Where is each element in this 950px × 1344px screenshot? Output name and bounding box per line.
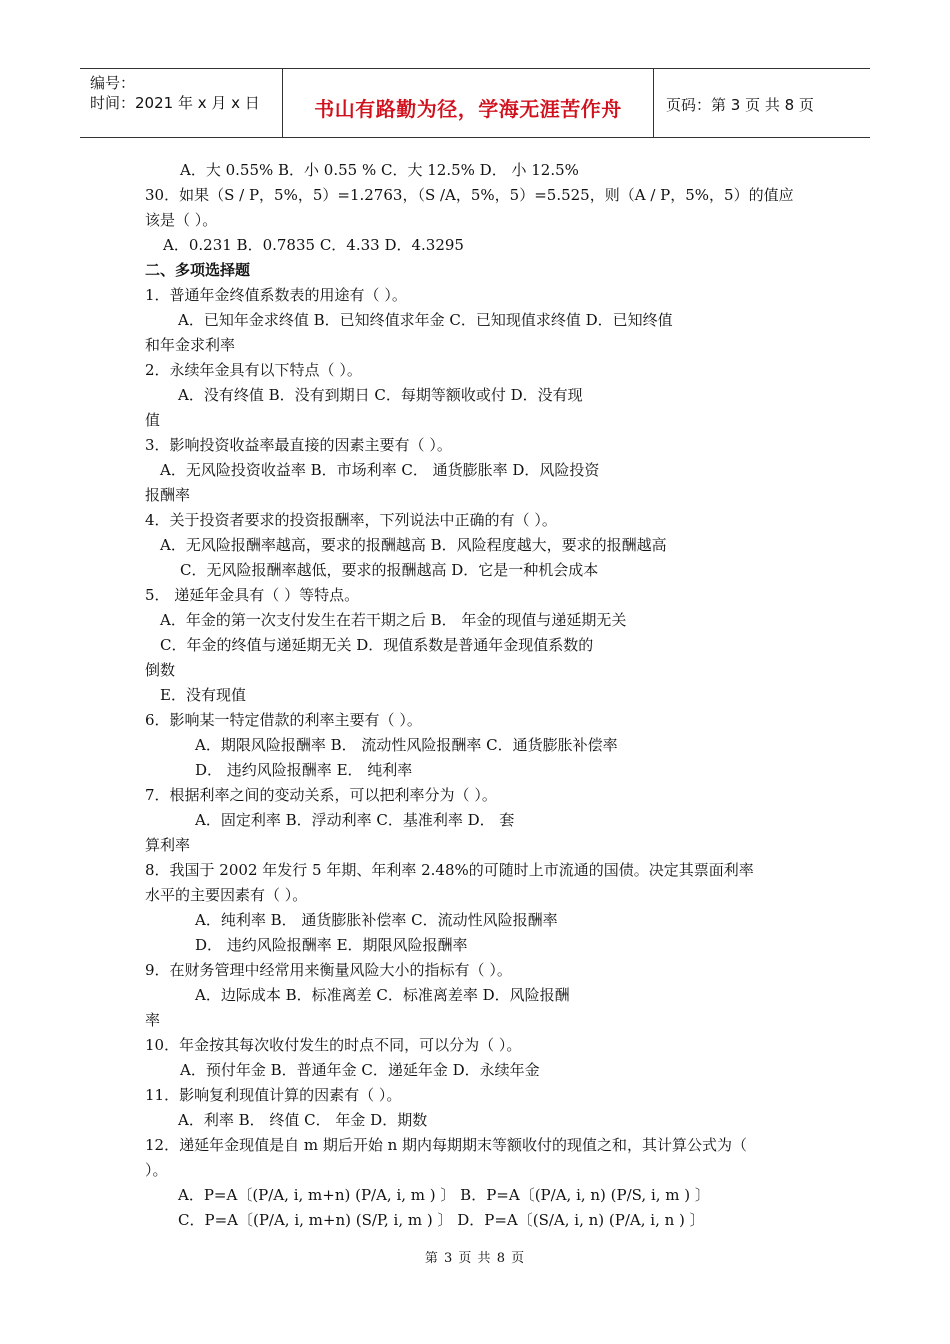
document-number-label: 编号： xyxy=(90,74,136,92)
mc-question-5-options-ab: A．年金的第一次支付发生在若干期之后 B． 年金的现值与递延期无关 xyxy=(160,611,627,629)
mc-question-8-options-abc: A．纯利率 B． 通货膨胀补偿率 C．流动性风险报酬率 xyxy=(195,911,558,929)
header-motto-cell xyxy=(283,69,654,137)
mc-question-4-options-cd: C．无风险报酬率越低，要求的报酬越高 D．它是一种机会成本 xyxy=(180,561,599,579)
mc-question-2: 2．永续年金具有以下特点（ ）。 xyxy=(145,361,362,379)
mc-question-5-options-cd: C．年金的终值与递延期无关 D．现值系数是普通年金现值系数的 xyxy=(160,636,594,654)
header-meta-cell xyxy=(80,69,283,137)
mc-question-7-options: A．固定利率 B．浮动利率 C．基准利率 D． 套 xyxy=(195,811,515,829)
mc-question-12-cont: ）。 xyxy=(145,1161,168,1179)
mc-question-9-options-cont: 率 xyxy=(145,1011,161,1029)
section-heading-multiple-choice: 二、多项选择题 xyxy=(145,261,251,279)
question-30-text-cont: 该是（ ）。 xyxy=(145,211,218,229)
question-29-options: A．大 0.55% B．小 0.55 % C．大 12.5% D． 小 12.5% xyxy=(180,161,579,179)
mc-question-9-options: A．边际成本 B．标准离差 C．标准离差率 D．风险报酬 xyxy=(195,986,570,1004)
mc-question-3-options: A．无风险投资收益率 B．市场利率 C． 通货膨胀率 D．风险投资 xyxy=(160,461,600,479)
mc-question-11: 11．影响复利现值计算的因素有（ ）。 xyxy=(145,1086,402,1104)
mc-question-6-options-abc: A．期限风险报酬率 B． 流动性风险报酬率 C．通货膨胀补偿率 xyxy=(195,736,618,754)
mc-question-5: 5． 递延年金具有（ ）等特点。 xyxy=(145,586,360,604)
mc-question-1-options: A．已知年金求终值 B．已知终值求年金 C．已知现值求终值 D．已知终值 xyxy=(178,311,673,329)
mc-question-8-cont: 水平的主要因素有（ ）。 xyxy=(145,886,308,904)
header-motto: 书山有路勤为径，学海无涯苦作舟 xyxy=(314,97,622,121)
mc-question-4: 4．关于投资者要求的投资报酬率，下列说法中正确的有（ ）。 xyxy=(145,511,557,529)
mc-question-1: 1．普通年金终值系数表的用途有（ ）。 xyxy=(145,286,407,304)
document-date-label: 时间：2021 年 x 月 x 日 xyxy=(90,94,260,112)
mc-question-3: 3．影响投资收益率最直接的因素主要有（ ）。 xyxy=(145,436,452,454)
mc-question-10-options: A．预付年金 B．普通年金 C．递延年金 D．永续年金 xyxy=(180,1061,540,1079)
mc-question-2-options-cont: 值 xyxy=(145,411,161,429)
mc-question-1-options-cont: 和年金求利率 xyxy=(145,336,236,354)
mc-question-5-options-cont: 倒数 xyxy=(145,661,176,679)
mc-question-7: 7．根据利率之间的变动关系，可以把利率分为（ ）。 xyxy=(145,786,497,804)
header-page-cell xyxy=(654,69,870,137)
page-footer: 第 3 页 共 8 页 xyxy=(424,1251,526,1266)
mc-question-8-options-de: D． 违约风险报酬率 E．期限风险报酬率 xyxy=(195,936,468,954)
mc-question-4-options-ab: A．无风险报酬率越高，要求的报酬越高 B．风险程度越大，要求的报酬越高 xyxy=(160,536,667,554)
header-page-info: 页码：第 3 页 共 8 页 xyxy=(666,96,814,114)
mc-question-10: 10．年金按其每次收付发生的时点不同，可以分为（ ）。 xyxy=(145,1036,522,1054)
mc-question-11-options: A．利率 B． 终值 C． 年金 D．期数 xyxy=(178,1111,428,1129)
mc-question-12: 12．递延年金现值是自 m 期后开始 n 期内每期期末等额收付的现值之和，其计算公式为（ xyxy=(145,1136,748,1154)
question-30-text: 30．如果（S / P，5%，5）=1.2763，（S /A，5%，5）=5.525，则（A / P，5%，5）的值应 xyxy=(145,186,794,204)
document-header xyxy=(80,68,870,138)
mc-question-2-options: A．没有终值 B．没有到期日 C．每期等额收或付 D．没有现 xyxy=(178,386,583,404)
mc-question-12-options-cd: C．P=A〔(P/A, i, m+n) (S/P, i, m ) 〕 D．P=A〔(S/A, i, n) (P/A, i, n ) 〕 xyxy=(178,1211,705,1229)
question-30-options: A．0.231 B．0.7835 C．4.33 D．4.3295 xyxy=(163,236,464,254)
mc-question-9: 9．在财务管理中经常用来衡量风险大小的指标有（ ）。 xyxy=(145,961,512,979)
mc-question-12-options-ab: A．P=A〔(P/A, i, m+n) (P/A, i, m ) 〕 B．P=A〔(P/A, i, n) (P/S, i, m ) 〕 xyxy=(178,1186,710,1204)
mc-question-3-options-cont: 报酬率 xyxy=(145,486,191,504)
mc-question-6: 6．影响某一特定借款的利率主要有（ ）。 xyxy=(145,711,422,729)
mc-question-5-option-e: E．没有现值 xyxy=(160,686,246,704)
mc-question-8: 8．我国于 2002 年发行 5 年期、年利率 2.48%的可随时上市流通的国债。决定其票面利率 xyxy=(145,861,754,879)
mc-question-6-options-de: D． 违约风险报酬率 E． 纯利率 xyxy=(195,761,413,779)
mc-question-7-options-cont: 算利率 xyxy=(145,836,191,854)
